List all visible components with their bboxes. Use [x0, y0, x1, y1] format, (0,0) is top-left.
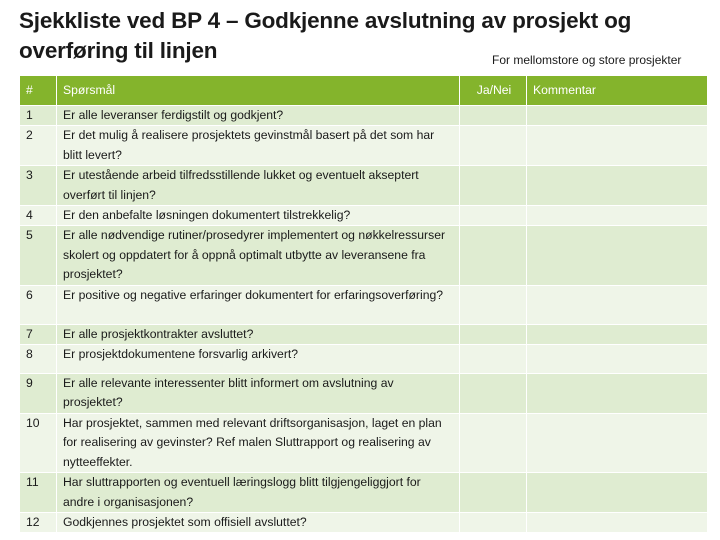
table-row: [20, 126, 708, 166]
row-answer-cell[interactable]: [460, 206, 527, 226]
header-answer: Ja/Nei: [460, 76, 527, 106]
row-answer-cell[interactable]: [460, 473, 527, 513]
row-comment-cell[interactable]: [527, 374, 708, 414]
header-number: #: [20, 76, 57, 106]
row-question: Er den anbefalte løsningen dokumentert tilstrekkelig?: [57, 206, 460, 226]
row-question: Har prosjektet, sammen med relevant driftsorganisasjon, laget en plan for realisering av gevinster? Ref malen Sluttrapport og realisering av nytteeffekter.: [57, 413, 460, 472]
table-row: [20, 473, 708, 513]
row-question: Har sluttrapporten og eventuell læringslogg blitt tilgjengeliggjort for andre i organisasjonen?: [57, 473, 460, 513]
row-comment-cell[interactable]: [527, 324, 708, 344]
row-question: Er utestående arbeid tilfredsstillende lukket og eventuelt akseptert overført til linjen?: [57, 166, 460, 206]
header-comment: Kommentar: [527, 76, 708, 106]
table-row: [20, 206, 708, 226]
row-comment-cell[interactable]: [527, 126, 708, 166]
row-answer-cell[interactable]: [460, 226, 527, 285]
row-comment-cell[interactable]: [527, 285, 708, 324]
row-comment-cell[interactable]: [527, 106, 708, 126]
table-row: [20, 324, 708, 344]
row-comment-cell[interactable]: [527, 345, 708, 374]
table-row: [20, 345, 708, 374]
row-number: 4: [20, 206, 57, 226]
table-row: [20, 226, 708, 285]
row-number: 9: [20, 374, 57, 414]
row-comment-cell[interactable]: [527, 473, 708, 513]
row-number: 3: [20, 166, 57, 206]
row-number: 10: [20, 413, 57, 472]
row-comment-cell[interactable]: [527, 166, 708, 206]
page-subtitle: For mellomstore og store prosjekter: [492, 53, 682, 67]
row-number: 12: [20, 512, 57, 532]
checklist-body: [20, 106, 708, 533]
table-row: [20, 512, 708, 532]
row-number: 2: [20, 126, 57, 166]
row-question: Er positive og negative erfaringer dokumentert for erfaringsoverføring?: [57, 285, 460, 324]
row-answer-cell[interactable]: [460, 345, 527, 374]
row-answer-cell[interactable]: [460, 106, 527, 126]
row-answer-cell[interactable]: [460, 285, 527, 324]
row-number: 8: [20, 345, 57, 374]
row-answer-cell[interactable]: [460, 324, 527, 344]
row-comment-cell[interactable]: [527, 206, 708, 226]
row-answer-cell[interactable]: [460, 126, 527, 166]
table-row: [20, 166, 708, 206]
row-answer-cell[interactable]: [460, 413, 527, 472]
row-comment-cell[interactable]: [527, 413, 708, 472]
row-question: Er alle relevante interessenter blitt informert om avslutning av prosjektet?: [57, 374, 460, 414]
header-question: Spørsmål: [57, 76, 460, 106]
row-comment-cell[interactable]: [527, 226, 708, 285]
page-title-line-2: overføring til linjen: [19, 38, 218, 63]
table-row: [20, 413, 708, 472]
row-question: Er alle leveranser ferdigstilt og godkjent?: [57, 106, 460, 126]
table-row: [20, 374, 708, 414]
row-question: Godkjennes prosjektet som offisiell avsluttet?: [57, 512, 460, 532]
row-number: 7: [20, 324, 57, 344]
row-number: 6: [20, 285, 57, 324]
row-number: 11: [20, 473, 57, 513]
row-question: Er prosjektdokumentene forsvarlig arkivert?: [57, 345, 460, 374]
row-comment-cell[interactable]: [527, 512, 708, 532]
page-title-line-1: Sjekkliste ved BP 4 – Godkjenne avslutning av prosjekt og: [19, 8, 632, 33]
checklist-table: [19, 75, 708, 533]
table-row: [20, 106, 708, 126]
row-answer-cell[interactable]: [460, 374, 527, 414]
row-number: 5: [20, 226, 57, 285]
table-header-row: [20, 76, 708, 106]
row-question: Er alle nødvendige rutiner/prosedyrer implementert og nøkkelressurser skolert og oppdatert for å oppnå optimalt utbytte av leveransene fra prosjektet?: [57, 226, 460, 285]
table-row: [20, 285, 708, 324]
row-question: Er alle prosjektkontrakter avsluttet?: [57, 324, 460, 344]
row-question: Er det mulig å realisere prosjektets gevinstmål basert på det som har blitt levert?: [57, 126, 460, 166]
row-number: 1: [20, 106, 57, 126]
row-answer-cell[interactable]: [460, 166, 527, 206]
row-answer-cell[interactable]: [460, 512, 527, 532]
